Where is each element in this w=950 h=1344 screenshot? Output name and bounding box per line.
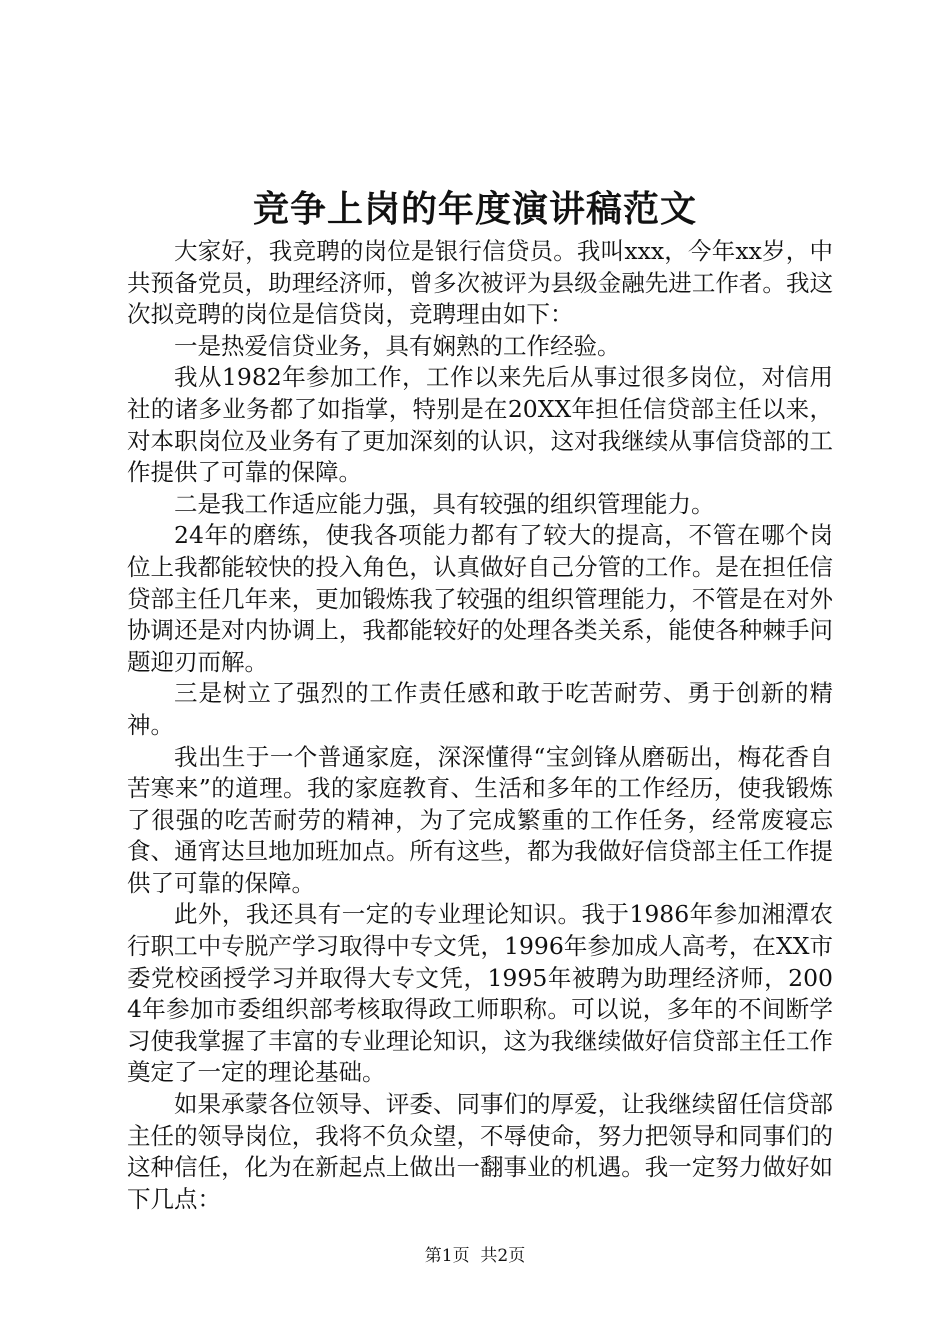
paragraph-point-one-body: 我从1982年参加工作，工作以来先后从事过很多岗位，对信用社的诸多业务都了如指掌，特别是在20XX年担任信贷部主任以来，对本职岗位及业务有了更加深刻的认识，这对我继续从事信贷部的工作提供了可靠的保障。 [127,363,833,487]
paragraph-point-two-body: 24年的磨练，使我各项能力都有了较大的提高，不管在哪个岗位上我都能较快的投入角色，认真做好自己分管的工作。是在担任信贷部主任几年来，更加锻炼我了较强的组织管理能力，不管是在对外协调还是对内协调上，我都能较好的处理各类关系，能使各种棘手问题迎刃而解。 [127,521,833,676]
paragraph-point-three-body: 我出生于一个普通家庭，深深懂得“宝剑锋从磨砺出，梅花香自苦寒来”的道理。我的家庭教育、生活和多年的工作经历，使我锻炼了很强的吃苦耐劳的精神，为了完成繁重的工作任务，经常废寝忘食、通宵达旦地加班加点。所有这些，都为我做好信贷部主任工作提供了可靠的保障。 [127,742,833,897]
page-total: 共2页 [480,1246,526,1266]
page-number: 第1页 [424,1246,470,1266]
paragraph-point-one-heading: 一是热爱信贷业务，具有娴熟的工作经验。 [174,331,621,360]
page-footer [0,1244,950,1268]
paragraph-point-three-heading: 三是树立了强烈的工作责任感和敢于吃苦耐劳、勇于创新的精神。 [127,679,833,739]
paragraph-intro: 大家好，我竞聘的岗位是银行信贷员。我叫xxx，今年xx岁，中共预备党员，助理经济师，曾多次被评为县级金融先进工作者。我这次拟竞聘的岗位是信贷岗，竞聘理由如下： [127,237,833,329]
document-body [127,236,833,1215]
paragraph-education: 此外，我还具有一定的专业理论知识。我于1986年参加湘潭农行职工中专脱产学习取得中专文凭，1996年参加成人高考，在XX市委党校函授学习并取得大专文凭，1995年被聘为助理经济师，2004年参加市委组织部考核取得政工师职称。可以说，多年的不间断学习使我掌握了丰富的专业理论知识，这为我继续做好信贷部主任工作奠定了一定的理论基础。 [127,900,833,1087]
paragraph-commitment: 如果承蒙各位领导、评委、同事们的厚爱，让我继续留任信贷部主任的领导岗位，我将不负众望，不辱使命，努力把领导和同事们的这种信任，化为在新起点上做出一翻事业的机遇。我一定努力做好如下几点： [127,1090,833,1213]
document-title: 竞争上岗的年度演讲稿范文 [252,188,697,230]
paragraph-point-two-heading: 二是我工作适应能力强，具有较强的组织管理能力。 [174,489,715,518]
